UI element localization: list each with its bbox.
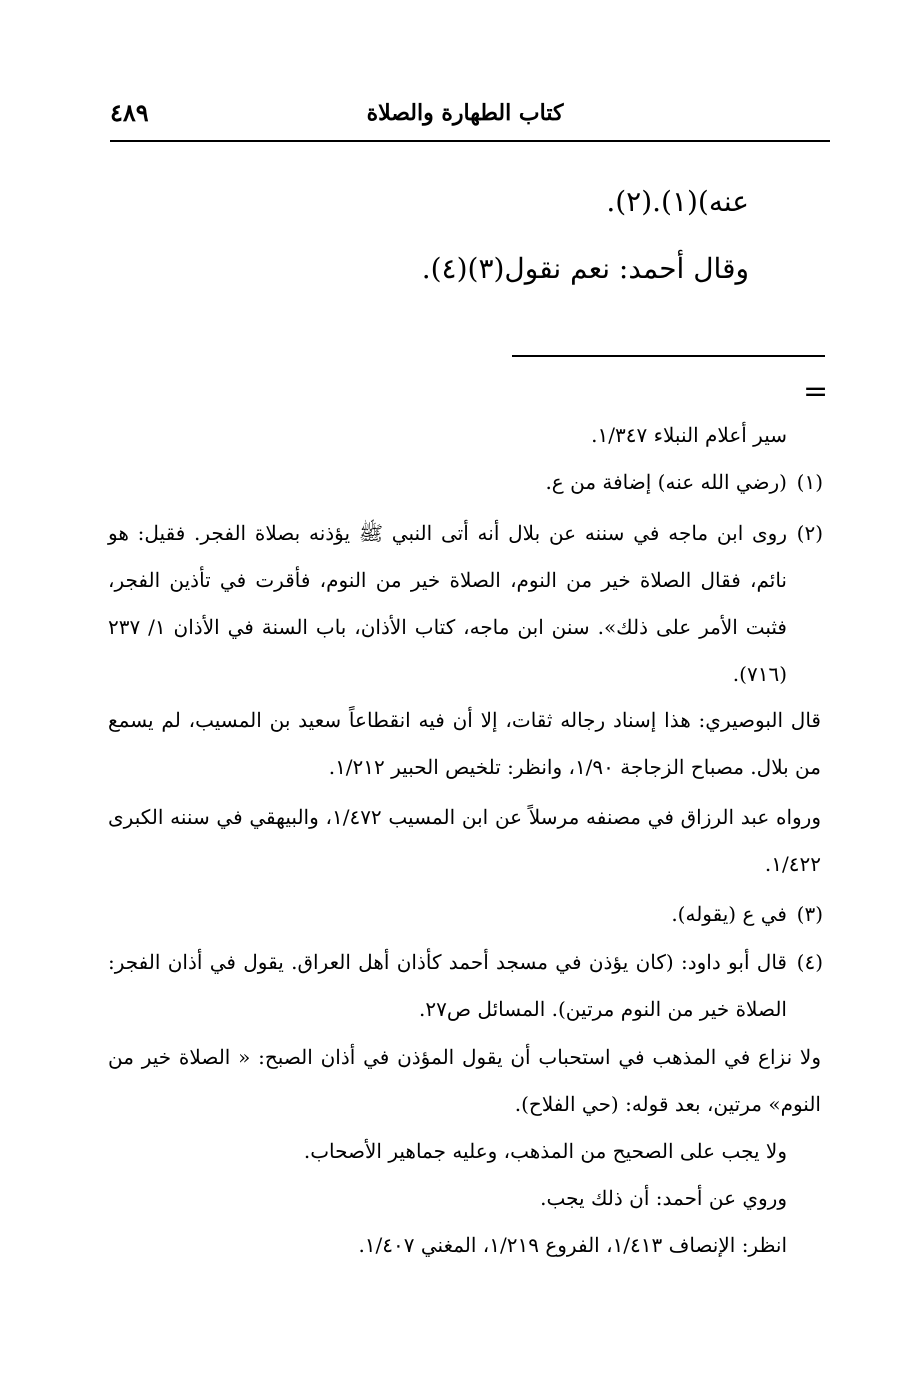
running-header-title: كتاب الطهارة والصلاة — [366, 100, 564, 126]
footnote-number-1: (١) — [796, 470, 823, 494]
page-number: ٤٨٩ — [110, 98, 149, 127]
footnote-1: (رضي الله عنه) إضافة من ع. — [545, 470, 787, 494]
footnote-number-2: (٢) — [796, 521, 823, 545]
footnote-3: في ع (يقوله). — [671, 902, 787, 926]
footnote-2-paragraph-2: قال البوصيري: هذا إسناد رجاله ثقات، إلا أن فيه انقطاعاً سعيد بن المسيب، لم يسمع من بلال. مصباح الزجاجة ١/٩٠، وانظر: تلخيص الحبير ١/٢١٢. — [108, 708, 821, 779]
footnote-2-paragraph-3: ورواه عبد الرزاق في مصنفه مرسلاً عن ابن المسيب ١/٤٧٢، والبيهقي في سننه الكبرى ١/٤٢٢. — [108, 805, 821, 876]
footnote-4-paragraph-3: ولا يجب على الصحيح من المذهب، وعليه جماهير الأصحاب. — [303, 1139, 787, 1163]
continuation-mark: = — [803, 374, 829, 409]
footnote-2-paragraph-1: روى ابن ماجه في سننه عن بلال أنه أتى النبي ﷺ يؤذنه بصلاة الفجر. فقيل: هو نائم، فقال الصلاة خير من النوم، الصلاة خير من النوم، فأقرت في تأذين الفجر، فثبت الأمر على ذلك». سنن ابن ماجه، كتاب الأذان، باب السنة في الأذان ١/ ٢٣٧ (٧١٦). — [108, 521, 787, 686]
header-rule — [110, 140, 830, 142]
footnote-continuation: سير أعلام النبلاء ١/٣٤٧. — [591, 423, 787, 447]
main-text-line-2: وقال أحمد: نعم نقول(٣)(٤). — [421, 252, 749, 285]
footnote-separator — [512, 355, 825, 357]
footnote-4-paragraph-4: وروي عن أحمد: أن ذلك يجب. — [540, 1186, 787, 1210]
main-text-line-1: عنه)(١).(٢). — [606, 185, 749, 218]
footnote-4-paragraph-1: قال أبو داود: (كان يؤذن في مسجد أحمد كأذان أهل العراق. يقول في أذان الفجر: الصلاة خير من النوم مرتين). المسائل ص٢٧. — [108, 950, 787, 1021]
footnote-number-4: (٤) — [796, 950, 823, 974]
footnote-4-paragraph-5: انظر: الإنصاف ١/٤١٣، الفروع ١/٢١٩، المغني ١/٤٠٧. — [358, 1233, 787, 1257]
footnote-4-paragraph-2: ولا نزاع في المذهب في استحباب أن يقول المؤذن في أذان الصبح: « الصلاة خير من النوم» مرتين، بعد قوله: (حي الفلاح). — [108, 1045, 821, 1116]
footnote-number-3: (٣) — [796, 902, 823, 926]
